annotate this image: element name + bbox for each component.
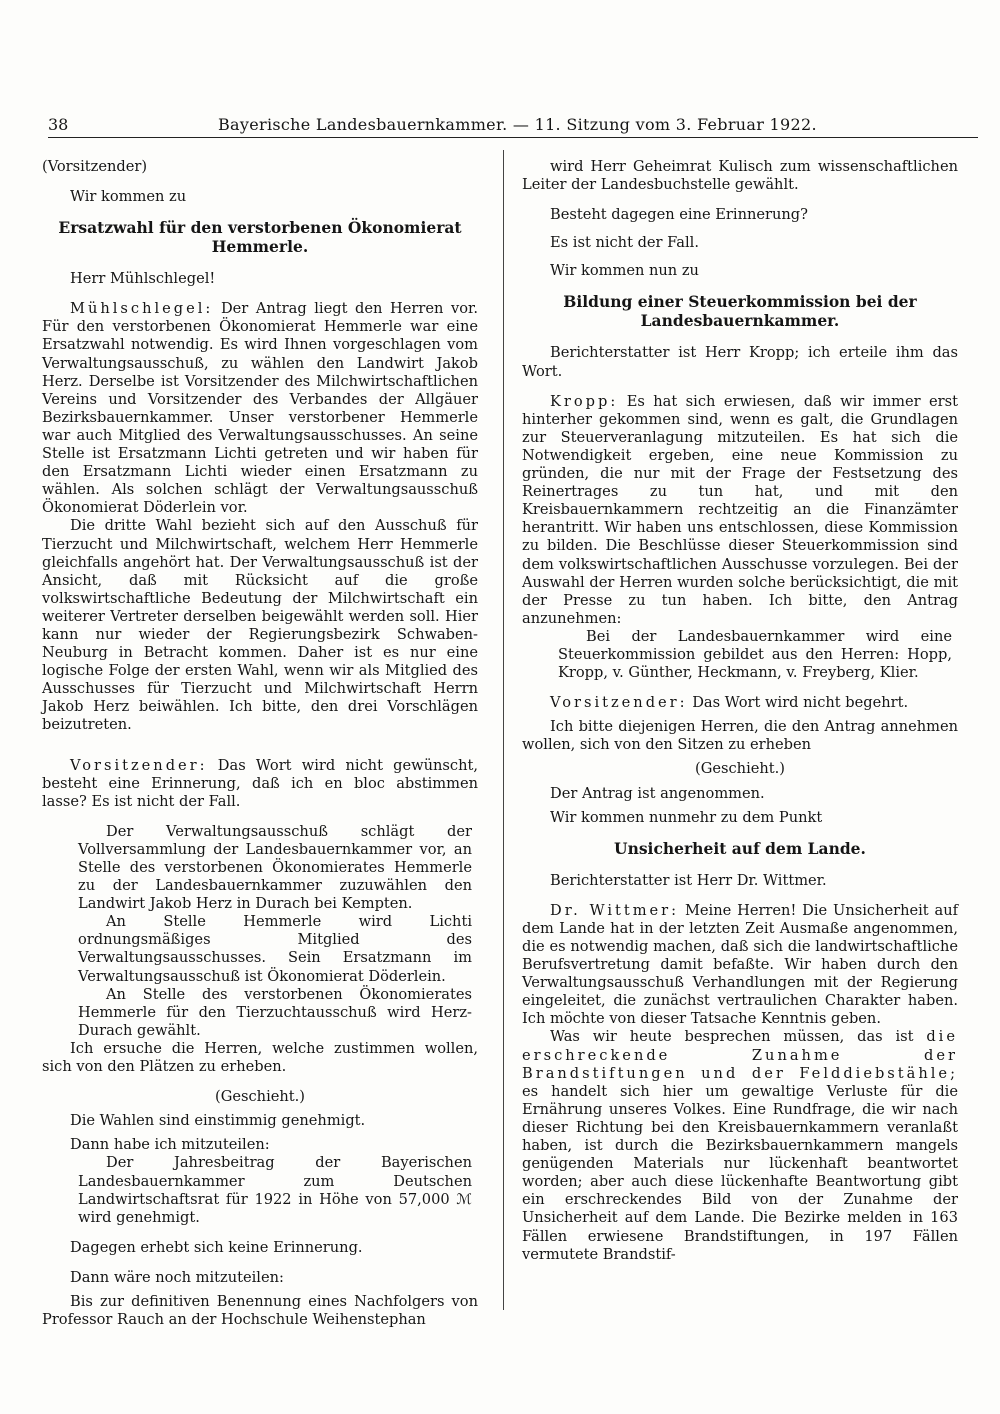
motion-text: Bei der Landesbauernkammer wird eine Steuerkommission gebildet aus den Herren: Hopp, Kropp, v. Günther, Heckmann, v. Freyberg, Klier. [558,627,952,682]
intro-line: Wir kommen zu [70,188,187,206]
paragraph [42,300,478,517]
paragraph-text: Das Wort wird nicht begehrt. [687,694,909,712]
speaker-name: Vorsitzender: [550,694,688,712]
section-heading-unsicherheit: Unsicherheit auf dem Lande. [614,838,866,858]
paragraph-text: Was wir heute besprechen müssen, das ist [550,1028,927,1046]
paragraph-text: Meine Herren! Die Unsicherheit auf dem Lande hat in der letzten Zeit Ausmaße angenommen, die es notwendig machen, daß sich die landwirtschaftliche Berufsvertretung damit befaßte. Wir haben durch den Verwaltungsausschuß Verhandlungen mit der Regierung eingeleitet, die zunächst vertraulichen Charakter haben. Ich möchte von dieser Tatsache Kenntnis geben. [522,901,959,1028]
page-number: 38 [48,115,69,134]
section-heading-steuerkommission: Bildung einer Steuerkommission bei der Landesbauernkammer. [563,292,917,331]
paragraph-text: es handelt sich hier um gewaltige Verluste für die Ernährung unseres Volkes. Eine Rundfrage, die wir nach dieser Richtung bei den Kreisbauernkammern veranlaßt haben, ist durch die Bezirksbauernkammern mangels genügenden Materials nur lückenhaft beantwortet worden; aber auch diese lückenhafte Beantwortung gibt ein erschreckendes Bild von der Zunahme der Unsicherheit auf dem Lande. Die Bezirke melden in 163 Fällen erwiesene Brandstiftungen, in 197 Fällen vermutete Brandstif- [522,1082,958,1263]
paragraph: wird Herr Geheimrat Kulisch zum wissenschaftlichen Leiter der Landesbuchstelle gewählt. [522,158,958,194]
speaker-name: Mühlschlegel: [70,300,214,318]
running-title: Bayerische Landesbauernkammer. — 11. Sitzung vom 3. Februar 1922. [218,115,817,134]
paragraph [42,757,478,811]
header-rule [48,137,978,138]
motion-block [78,823,472,1040]
motion-text: Der Verwaltungsausschuß schlägt der Vollversammlung der Landesbauernkammer vor, an Stelle des verstorbenen Ökonomierates Hemmerle zu der Landesbauernkammer zuzuwählen den Landwirt Jakob Herz in Durach bei Kempten. [78,822,472,913]
paragraph [522,902,958,1029]
motion-text: An Stelle des verstorbenen Ökonomierates Hemmerle für den Tierzuchtausschuß wird Herz-Durach gewählt. [78,985,472,1039]
emphasized-text: die erschreckende Zunahme der Brandstiftungen und der Felddiebstähle; [522,1028,958,1082]
paragraph: Dagegen erhebt sich keine Erinnerung. [70,1238,363,1256]
paragraph [522,1028,958,1263]
paragraph-text: Der Antrag liegt den Herren vor. Für den verstorbenen Ökonomierat Hemmerle war eine Ersatzwahl notwendig. Es wird Ihnen vorgeschlagen vom Verwaltungsausschuß, zu wählen den Landwirt Jakob Herz. Derselbe ist Vorsitzender des Milchwirtschaftlichen Vereins und Vorsitzender des Verbandes der Allgäuer Bezirksbauernkammer. Unser verstorbener Hemmerle war auch Mitglied des Verwaltungsausschusses. An seine Stelle ist Ersatzmann Lichti getreten und wir haben für den Ersatzmann Lichti wieder einen Ersatzmann zu wählen. Als solchen schlägt der Verwaltungsausschuß Ökonomierat Döderlein vor. [42,300,478,517]
paragraph: Ich bitte diejenigen Herren, die den Antrag annehmen wollen, sich von den Sitzen zu erheben [522,718,958,754]
motion-text: Der Jahresbeitrag der Bayerischen Landesbauernkammer zum Deutschen Landwirtschaftsrat für 1922 in Höhe von 57,000 ℳ wird genehmigt. [78,1154,472,1226]
paragraph: Die Wahlen sind einstimmig genehmigt. [70,1112,366,1130]
paragraph: Berichterstatter ist Herr Kropp; ich erteile ihm das Wort. [522,344,958,380]
page-header [48,113,978,139]
paragraph: Wir kommen nunmehr zu dem Punkt [550,808,823,826]
paragraph: Besteht dagegen eine Erinnerung? [550,206,808,224]
speaker-name: Dr. Wittmer: [550,901,680,919]
paragraph: Ich ersuche die Herren, welche zustimmen wollen, sich von den Plätzen zu erheben. [42,1039,478,1076]
paragraph: Die dritte Wahl bezieht sich auf den Ausschuß für Tierzucht und Milchwirtschaft, welchem Herr Hemmerle gleichfalls angehört hat. Der Verwaltungsausschuß ist der Ansicht, daß mit Rücksicht auf die große volkswirtschaftliche Bedeutung der Milchwirtschaft ein weiterer Vertreter derselben beigewählt werden soll. Hier kann nur wieder der Regierungsbezirk Schwaben-Neuburg in Betracht kommen. Daher ist es nur eine logische Folge der ersten Wahl, wenn wir als Mitglied des Ausschusses für Tierzucht und Milchwirtschaft Herrn Jakob Herz beiwählen. Ich bitte, den drei Vorschlägen beizutreten. [42,517,478,734]
speaker-name: Vorsitzender: [70,756,208,774]
speaker-call: Herr Mühlschlegel! [70,270,216,288]
paragraph: Berichterstatter ist Herr Dr. Wittmer. [550,871,827,889]
motion-text: An Stelle Hemmerle wird Lichti ordnungsmäßiges Mitglied des Verwaltungsausschusses. Sein Ersatzmann im Verwaltungsausschuß ist Ökonomierat Döderlein. [78,913,472,985]
paragraph-text: Es hat sich erwiesen, daß wir immer erst hinterher gekommen sind, wenn es galt, die Grundlagen zur Steuerveranlagung mitzuteilen. Es hat sich die Notwendigkeit ergeben, eine neue Kommission zu gründen, die nur mit der Frage der Festsetzung des Reinertrages zu tun hat, und mit den Kreisbauernkammern rechtzeitig an die Finanzämter herantritt. Wir haben uns entschlossen, diese Kommission zu bilden. Die Beschlüsse dieser Steuerkommission sind dem volkswirtschaftlichen Ausschusse vorzulegen. Bei der Auswahl der Herren wurden solche berücksichtigt, die mit der Presse zu tun haben. Ich bitte, den Antrag anzunehmen: [522,392,958,627]
motion-block [558,628,952,682]
paragraph [522,393,958,628]
left-column [42,158,478,1329]
paragraph [522,694,958,712]
paragraph: Wir kommen nun zu [550,262,699,280]
paragraph: Dann wäre noch mitzuteilen: [70,1268,284,1286]
geschieht-note: (Geschieht.) [215,1088,305,1106]
paragraph: Bis zur definitiven Benennung eines Nachfolgers von Professor Rauch an der Hochschule Weihenstephan [42,1292,478,1329]
paragraph-text: Das Wort wird nicht gewünscht, besteht eine Erinnerung, daß ich en bloc abstimmen lasse? Es ist nicht der Fall. [42,756,478,810]
section-heading-ersatzwahl: Ersatzwahl für den verstorbenen Ökonomierat Hemmerle. [58,218,462,257]
paragraph: Es ist nicht der Fall. [550,234,699,252]
paragraph: Der Antrag ist angenommen. [550,784,765,802]
geschieht-note: (Geschieht.) [695,760,785,778]
paragraph: Dann habe ich mitzuteilen: [70,1136,270,1154]
speaker-tag: (Vorsitzender) [42,158,148,175]
motion-block [78,1154,472,1226]
speaker-name: Kropp: [550,392,619,410]
right-column [522,158,958,1264]
column-divider [503,150,504,1310]
